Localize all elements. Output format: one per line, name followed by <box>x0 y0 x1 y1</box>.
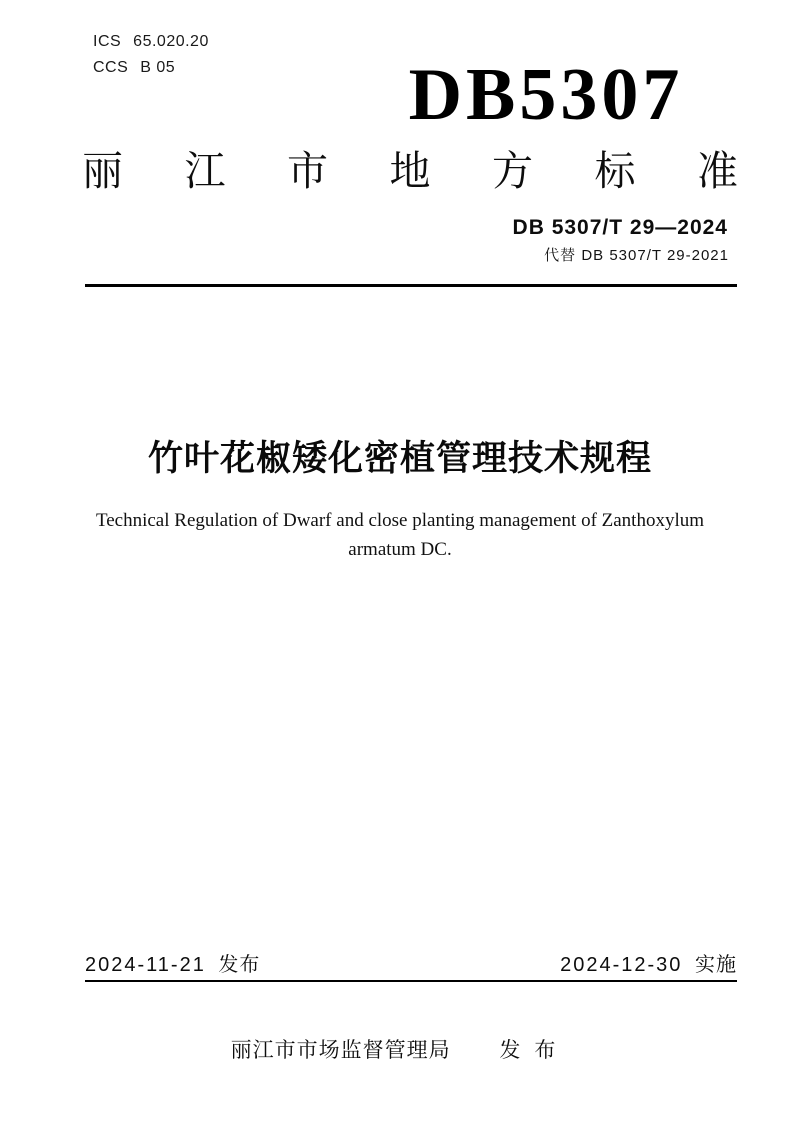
ics-code-row <box>93 30 209 54</box>
ccs-code-row <box>93 56 209 80</box>
title-english-line2: armatum DC. <box>348 539 452 560</box>
dates-row <box>85 948 737 977</box>
document-title-chinese: 竹叶花椒矮化密植管理技术规程 <box>147 439 652 478</box>
publisher-name: 丽江市市场监督管理局 <box>230 1039 451 1062</box>
publish-label: 发布 <box>499 1039 570 1062</box>
standard-number: DB 5307/T 29—2024 <box>512 216 728 239</box>
replaces-note: 代替 DB 5307/T 29-2021 <box>544 247 729 264</box>
standard-type-char: 方 <box>492 148 533 194</box>
standard-type-char: 江 <box>184 148 226 194</box>
ics-label: ICS <box>93 33 122 50</box>
standard-type-char: 准 <box>697 148 738 194</box>
document-title-english <box>0 506 800 564</box>
db-code-logo: DB5307 <box>408 54 684 136</box>
implementation-date-group <box>560 948 737 977</box>
title-english-line1: Technical Regulation of Dwarf and close planting management of Zanthoxylum <box>95 510 705 531</box>
standard-type-heading <box>82 147 738 195</box>
standard-type-char: 丽 <box>82 148 123 194</box>
standard-type-char: 地 <box>389 148 431 194</box>
ccs-label: CCS <box>93 59 129 76</box>
classification-codes <box>93 30 209 80</box>
implementation-date: 2024-12-30 <box>560 954 683 976</box>
footer-rule <box>85 980 737 982</box>
standard-type-char: 市 <box>287 148 328 194</box>
header-rule <box>85 284 737 287</box>
publisher-row <box>0 1034 800 1064</box>
implementation-label: 实施 <box>695 954 737 976</box>
ccs-value: B 05 <box>140 59 176 76</box>
ics-value: 65.020.20 <box>133 33 209 50</box>
issue-label: 发布 <box>218 954 261 976</box>
issue-date: 2024-11-21 <box>85 954 206 976</box>
issue-date-group <box>85 948 260 977</box>
standard-type-char: 标 <box>594 148 636 194</box>
